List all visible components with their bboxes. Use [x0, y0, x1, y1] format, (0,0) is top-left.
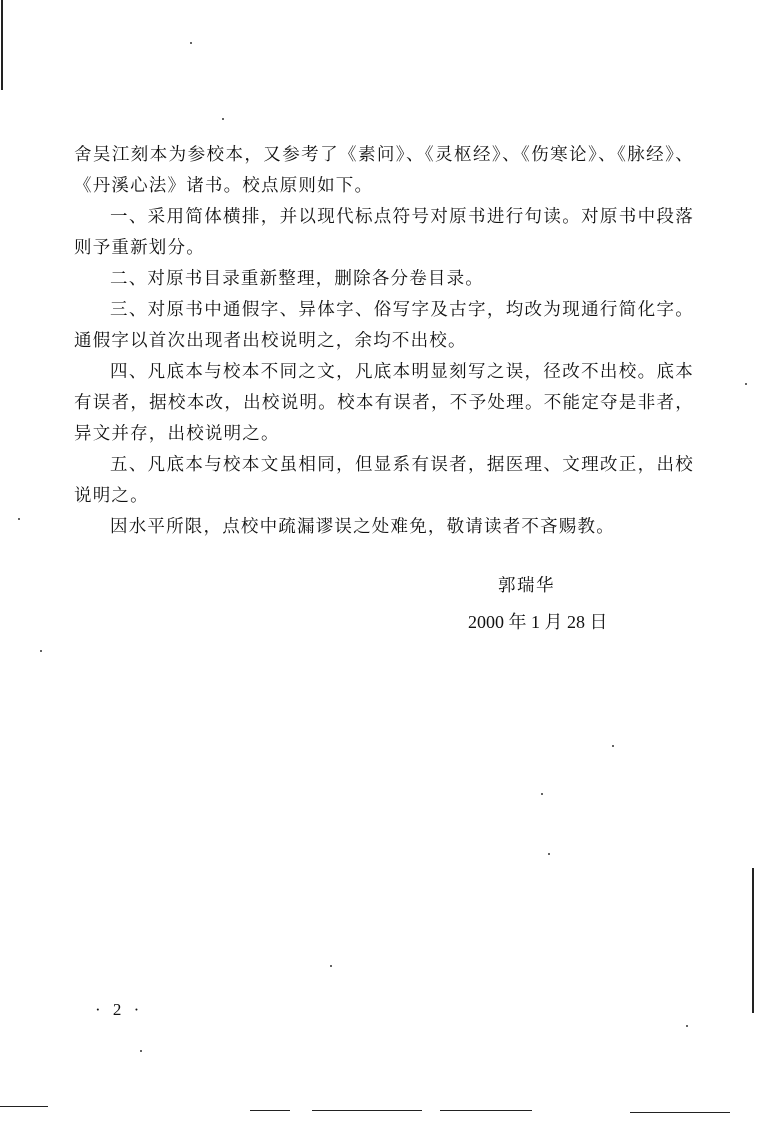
scan-speck [745, 383, 747, 385]
paragraph-1: 舍吴江刻本为参校本，又参考了《素问》、《灵枢经》、《伤寒论》、《脉经》、《丹溪心法》诸书。校点原则如下。 [74, 145, 694, 196]
scan-speck [612, 745, 614, 747]
scan-speck [330, 965, 332, 967]
scan-speck [548, 853, 550, 855]
paragraph-4: 三、对原书中通假字、异体字、俗写字及古字，均改为现通行简化字。通假字以首次出现者出校说明之，余均不出校。 [74, 300, 694, 351]
scan-speck [140, 1050, 142, 1052]
scan-edge-right [752, 868, 754, 1013]
signature-block [440, 568, 680, 640]
paragraph-2: 一、采用简体横排，并以现代标点符号对原书进行句读。对原书中段落则予重新划分。 [74, 207, 694, 258]
scan-speck [541, 793, 543, 795]
scan-speck [686, 1025, 688, 1027]
scan-edge-bottom-1 [0, 1106, 48, 1107]
paragraph-7: 因水平所限，点校中疏漏谬误之处难免，敬请读者不吝赐教。 [110, 517, 615, 537]
body-text [74, 140, 694, 543]
scan-speck [18, 518, 20, 520]
scan-edge-bottom-3 [312, 1110, 422, 1111]
scan-speck [222, 118, 224, 120]
scan-edge-bottom-2 [250, 1110, 290, 1111]
paragraph-6: 五、凡底本与校本文虽相同，但显系有误者，据医理、文理改正，出校说明之。 [74, 455, 694, 506]
scan-speck [40, 650, 42, 652]
scan-edge-bottom-4 [440, 1110, 532, 1111]
scan-speck [190, 42, 192, 44]
paragraph-5: 四、凡底本与校本不同之文，凡底本明显刻写之误，径改不出校。底本有误者，据校本改，出校说明。校本有误者，不予处理。不能定夺是非者，异文并存，出校说明之。 [74, 362, 694, 444]
paragraph-3: 二、对原书目录重新整理，删除各分卷目录。 [110, 269, 484, 289]
scan-edge-left [1, 0, 3, 90]
page-number: · 2 · [95, 1000, 144, 1019]
author-name: 郭瑞华 [498, 576, 555, 596]
signature-date: 2000 年 1 月 28 日 [468, 612, 608, 632]
scan-edge-bottom-5 [630, 1112, 730, 1113]
